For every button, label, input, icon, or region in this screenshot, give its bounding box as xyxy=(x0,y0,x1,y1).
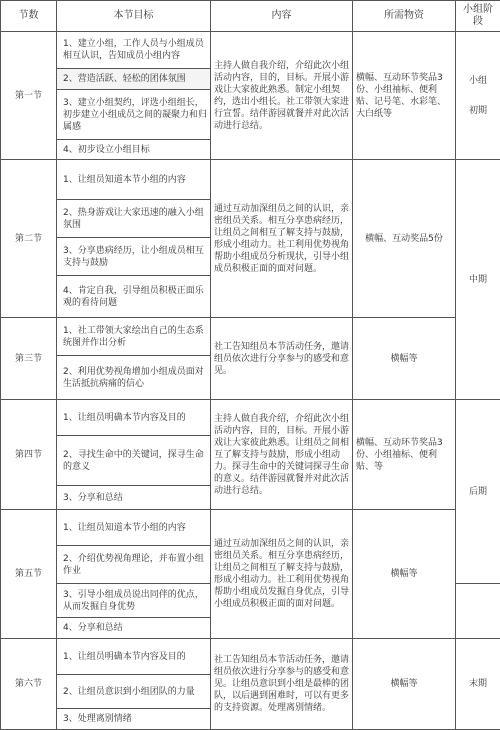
session-content: 社工告知组员本节活动任务，邀请组员依次进行分享参与的感受和意见。让组员意识到小组是最棒的团队，以后遇到困难时，可以有更多的支持资源。处理离别情绪。 xyxy=(211,639,353,730)
session-content: 通过互动加深组员之间的认识，亲密组员关系。相互分享患病经历，让组员之间相互了解支持与鼓励，形成小组动力。社工利用优势视角帮助小组成员分析现状，引导小组成员积极正面的面对问题。 xyxy=(211,160,353,318)
session-materials: 横幅、互动环节奖品3份、小组袖标、便利贴、等 xyxy=(353,400,456,510)
goal-item: 4、分享和总结 xyxy=(57,618,211,639)
table-row xyxy=(1,400,500,436)
session-content: 主持人做自我介绍，介绍此次小组活动内容，目的，目标。开展小游戏让大家彼此熟悉。制定小组契约，选出小组长。社工带领大家进行宣誓。结伴游园就餐并对此次活动进行总结。 xyxy=(211,32,353,160)
header-row xyxy=(1,1,500,32)
goal-item: 1、让组员知道本节小组的内容 xyxy=(57,160,211,200)
goal-item: 2、热身游戏让大家迅速的融入小组氛围 xyxy=(57,200,211,238)
stage-early xyxy=(456,32,500,160)
goal-item: 4、初步设立小组目标 xyxy=(57,140,211,160)
table-row xyxy=(1,318,500,356)
goal-item: 3、建立小组契约，评选小组组长，初步建立小组成员之间的凝聚力和归属感 xyxy=(57,90,211,140)
session-name: 第六节 xyxy=(1,639,57,730)
session-materials: 横幅、互动环节奖品3份、小组袖标、便利贴、记号笔、水彩笔、大白纸等 xyxy=(353,32,456,160)
session-name: 第五节 xyxy=(1,510,57,639)
session-materials: 横幅等 xyxy=(353,639,456,730)
stage-early-subtitle: 初期 xyxy=(459,105,497,117)
session-content: 通过互动加深组员之间的认识，亲密组员关系。相互分享患病经历，让组员之间相互了解支持与鼓励，形成小组动力。社工利用优势视角帮助小组成员发掘自身优点，引导小组成员积极正面的面对问题。 xyxy=(211,510,353,639)
goal-item: 1、建立小组，工作人员与小组成员相互认识，告知成员小组内容 xyxy=(57,32,211,69)
goal-item: 3、分享患病经历，让小组成员相互支持与鼓励 xyxy=(57,238,211,276)
session-name: 第一节 xyxy=(1,32,57,160)
goal-item: 2、寻找生命中的关键词，探寻生命的意义 xyxy=(57,436,211,486)
goal-item: 3、引导小组成员说出同伴的优点，从而发掘自身优势 xyxy=(57,584,211,618)
stage-late: 后期 xyxy=(456,400,500,584)
table-row xyxy=(1,160,500,200)
header-stage: 小组阶段 xyxy=(456,1,500,32)
goal-item: 2、利用优势视角增加小组成员面对生活抵抗病痛的信心 xyxy=(57,356,211,400)
goal-item: 3、处理离别情绪 xyxy=(57,709,211,730)
goal-item: 1、让组员知道本节小组的内容 xyxy=(57,510,211,546)
goal-item: 1、让组员明确本节内容及目的 xyxy=(57,639,211,675)
goal-item: 1、让组员明确本节内容及目的 xyxy=(57,400,211,436)
stage-final: 末期 xyxy=(456,639,500,730)
session-materials: 横幅等 xyxy=(353,318,456,400)
header-session: 节数 xyxy=(1,1,57,32)
table-row xyxy=(1,32,500,69)
session-name: 第四节 xyxy=(1,400,57,510)
table-row xyxy=(1,639,500,675)
session-name: 第三节 xyxy=(1,318,57,400)
session-name: 第二节 xyxy=(1,160,57,318)
goal-item: 4、肯定自我，引导组员积极正面乐观的看待问题 xyxy=(57,276,211,318)
header-goals: 本节目标 xyxy=(57,1,211,32)
goal-item: 2、介绍优势视角理论，并布置小组作业 xyxy=(57,546,211,584)
session-content: 社工告知组员本节活动任务，邀请组员依次进行分享参与的感受和意见。 xyxy=(211,318,353,400)
goal-item: 3、分享和总结 xyxy=(57,486,211,510)
stage-early-title: 小组 xyxy=(459,75,497,87)
session-materials: 横幅、互动奖品5份 xyxy=(353,160,456,318)
stage-middle: 中期 xyxy=(456,160,500,400)
table-row xyxy=(1,510,500,546)
goal-item: 2、营造活跃、轻松的团体氛围 xyxy=(57,69,211,90)
header-materials: 所需物资 xyxy=(353,1,456,32)
session-content: 主持人做自我介绍，介绍此次小组活动内容，目的，目标。开展小游戏让大家彼此熟悉。让组员之间相互了解支持与鼓励，形成小组动力。探寻生命中的关键词探寻生命的意义。结伴游园就餐并对此次活动进行总结。 xyxy=(211,400,353,510)
goal-item: 2、让组员意识到小组团队的力量 xyxy=(57,675,211,709)
header-content: 内容 xyxy=(211,1,353,32)
session-materials: 横幅等 xyxy=(353,510,456,639)
goal-item: 1、社工带领大家绘出自己的生态系统图并作出分析 xyxy=(57,318,211,356)
